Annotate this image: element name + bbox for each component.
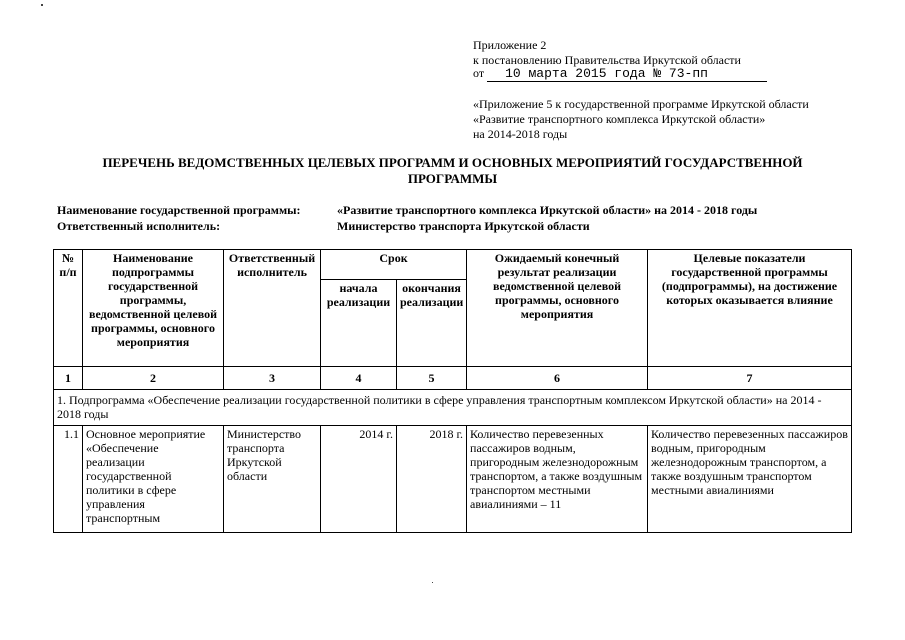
row-result: Количество перевезенных пассажиров водным, пригородным железнодорожным транспортом, а также воздушным транспортом местными авиалиниями – 11 <box>467 426 648 533</box>
col-number: 2 <box>83 367 224 390</box>
header-name: Наименование подпрограммы государственной программы, ведомственной целевой программы, основного мероприятия <box>83 250 224 367</box>
col-number: 7 <box>648 367 852 390</box>
document-title: ПЕРЕЧЕНЬ ВЕДОМСТВЕННЫХ ЦЕЛЕВЫХ ПРОГРАММ И ОСНОВНЫХ МЕРОПРИЯТИЙ ГОСУДАРСТВЕННОЙ ПРОГРАММЫ <box>102 155 803 186</box>
header-start: начала реализации <box>321 279 397 366</box>
header-end: окончания реализации <box>397 279 467 366</box>
executor-label: Ответственный исполнитель: <box>57 219 221 233</box>
program-value: «Развитие транспортного комплекса Иркутской области» на 2014 - 2018 годы <box>337 203 758 217</box>
program-appendix-line-3: на 2014-2018 годы <box>473 127 568 141</box>
col-number: 4 <box>321 367 397 390</box>
header-term: Срок <box>321 250 467 280</box>
header-executor: Ответственный исполнитель <box>224 250 321 367</box>
executor-value: Министерство транспорта Иркутской области <box>337 219 590 233</box>
program-appendix-line-1: «Приложение 5 к государственной программе Иркутской области <box>473 97 809 111</box>
row-executor: Министерство транспорта Иркутской области <box>224 426 321 533</box>
row-name: Основное мероприятие «Обеспечение реализации государственной политики в сфере управления транспортным <box>83 426 224 533</box>
row-start: 2014 г. <box>321 426 397 533</box>
row-end: 2018 г. <box>397 426 467 533</box>
row-indicators: Количество перевезенных пассажиров водным, пригородным железнодорожным транспортом, а также воздушным транспортом местными авиалиниями <box>648 426 852 533</box>
resolution-line: к постановлению Правительства Иркутской области <box>473 53 741 67</box>
header-indicators: Целевые показатели государственной программы (подпрограммы), на достижение которых оказывается влияние <box>648 250 852 367</box>
program-label: Наименование государственной программы: <box>57 203 301 217</box>
appendix-label: Приложение 2 <box>473 38 547 52</box>
date-row <box>473 66 767 82</box>
row-number: 1.1 <box>54 426 83 533</box>
table-row <box>54 426 852 533</box>
header-no: № п/п <box>54 250 83 367</box>
header-result: Ожидаемый конечный результат реализации ведомственной целевой программы, основного мероприятия <box>467 250 648 367</box>
scan-speck <box>41 4 43 6</box>
column-numbers-row <box>54 367 852 390</box>
col-number: 3 <box>224 367 321 390</box>
col-number: 1 <box>54 367 83 390</box>
scan-speck <box>432 582 433 583</box>
programs-table <box>53 249 852 533</box>
date-value: 10 марта 2015 года № 73-пп <box>487 67 767 82</box>
date-prefix: от <box>473 66 485 80</box>
subprogram-section-row: 1. Подпрограмма «Обеспечение реализации государственной политики в сфере управления транспортным комплексом Иркутской области» на 2014 - 2018 годы <box>54 390 852 426</box>
col-number: 6 <box>467 367 648 390</box>
program-appendix-line-2: «Развитие транспортного комплекса Иркутской области» <box>473 112 766 126</box>
col-number: 5 <box>397 367 467 390</box>
